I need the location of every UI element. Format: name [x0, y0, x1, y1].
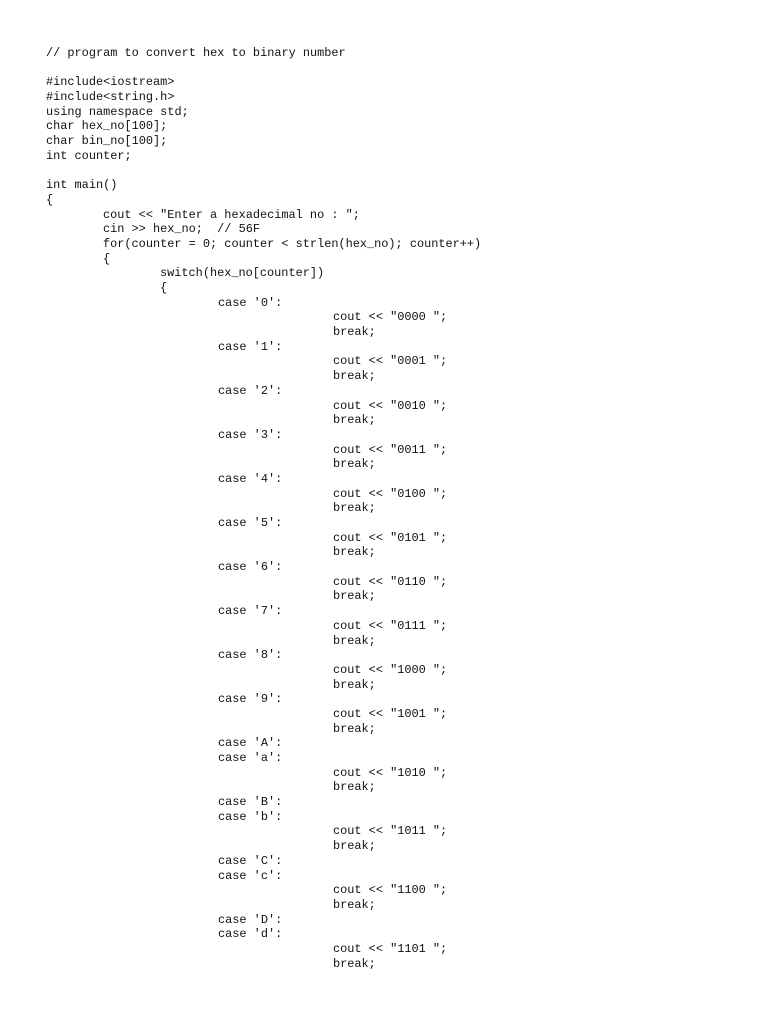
switch-header: switch(hex_no[counter]): [160, 266, 325, 281]
case-break: break;: [333, 897, 376, 912]
case-label: case 'd':: [218, 927, 283, 942]
case-output: cout << "1011 ";: [333, 824, 448, 839]
case-break: break;: [333, 325, 376, 340]
case-break: break;: [333, 721, 376, 736]
case-break: break;: [333, 839, 376, 854]
case-break: break;: [333, 633, 376, 648]
case-output: cout << "1010 ";: [333, 765, 448, 780]
case-label: case '9':: [218, 692, 283, 707]
case-label: case '6':: [218, 560, 283, 575]
include-string: #include<string.h>: [46, 90, 175, 105]
case-label: case 'c':: [218, 868, 283, 883]
header-comment: // program to convert hex to binary number: [46, 46, 346, 60]
case-label: case '5':: [218, 516, 283, 530]
case-label: case 'B':: [218, 795, 283, 810]
case-label: case '1':: [218, 339, 283, 354]
case-label: case '0':: [218, 295, 283, 310]
case-output: cout << "0010 ";: [333, 398, 448, 413]
case-label: case '7':: [218, 604, 283, 619]
case-break: break;: [333, 413, 376, 428]
blank-line: [46, 164, 481, 179]
case-break: break;: [333, 545, 376, 560]
case-label: case '2':: [218, 383, 283, 398]
case-label: case 'b':: [218, 809, 283, 824]
case-break: break;: [333, 956, 376, 971]
case-output: cout << "1101 ";: [333, 941, 448, 956]
bin-array-declaration: char bin_no[100];: [46, 134, 168, 149]
case-output: cout << "0001 ";: [333, 354, 448, 369]
case-break: break;: [333, 677, 376, 692]
using-namespace: using namespace std;: [46, 104, 189, 119]
case-label: case '3':: [218, 427, 283, 442]
hex-array-declaration: char hex_no[100];: [46, 119, 168, 134]
input-statement: cin >> hex_no; // 56F: [103, 222, 260, 237]
blank-line: [46, 61, 481, 76]
case-output: cout << "0100 ";: [333, 486, 448, 501]
prompt-statement: cout << "Enter a hexadecimal no : ";: [103, 207, 360, 222]
include-iostream: #include<iostream>: [46, 75, 175, 90]
case-break: break;: [333, 369, 376, 384]
case-output: cout << "1100 ";: [333, 883, 448, 898]
case-output: cout << "0000 ";: [333, 310, 448, 325]
case-output: cout << "0101 ";: [333, 530, 448, 545]
case-break: break;: [333, 501, 376, 516]
case-output: cout << "1001 ";: [333, 706, 448, 721]
case-label: case 'D':: [218, 912, 283, 927]
counter-declaration: int counter;: [46, 148, 132, 163]
main-signature: int main(): [46, 178, 118, 193]
switch-open-brace: {: [160, 281, 168, 295]
case-label: case 'C':: [218, 853, 283, 868]
case-label: case '4':: [218, 471, 283, 486]
case-break: break;: [333, 457, 376, 472]
code-listing: [46, 46, 481, 971]
switch-cases: [46, 296, 481, 972]
case-output: cout << "1000 ";: [333, 662, 448, 677]
case-output: cout << "0011 ";: [333, 442, 448, 457]
case-output: cout << "0111 ";: [333, 618, 448, 633]
case-label: case 'a':: [218, 751, 283, 765]
case-break: break;: [333, 589, 376, 604]
for-open-brace: {: [103, 251, 111, 266]
case-label: case 'A':: [218, 736, 283, 751]
case-label: case '8':: [218, 648, 283, 663]
for-loop-header: for(counter = 0; counter < strlen(hex_no); counter++): [103, 236, 482, 251]
case-break: break;: [333, 780, 376, 795]
main-open-brace: {: [46, 192, 54, 207]
case-output: cout << "0110 ";: [333, 574, 448, 589]
